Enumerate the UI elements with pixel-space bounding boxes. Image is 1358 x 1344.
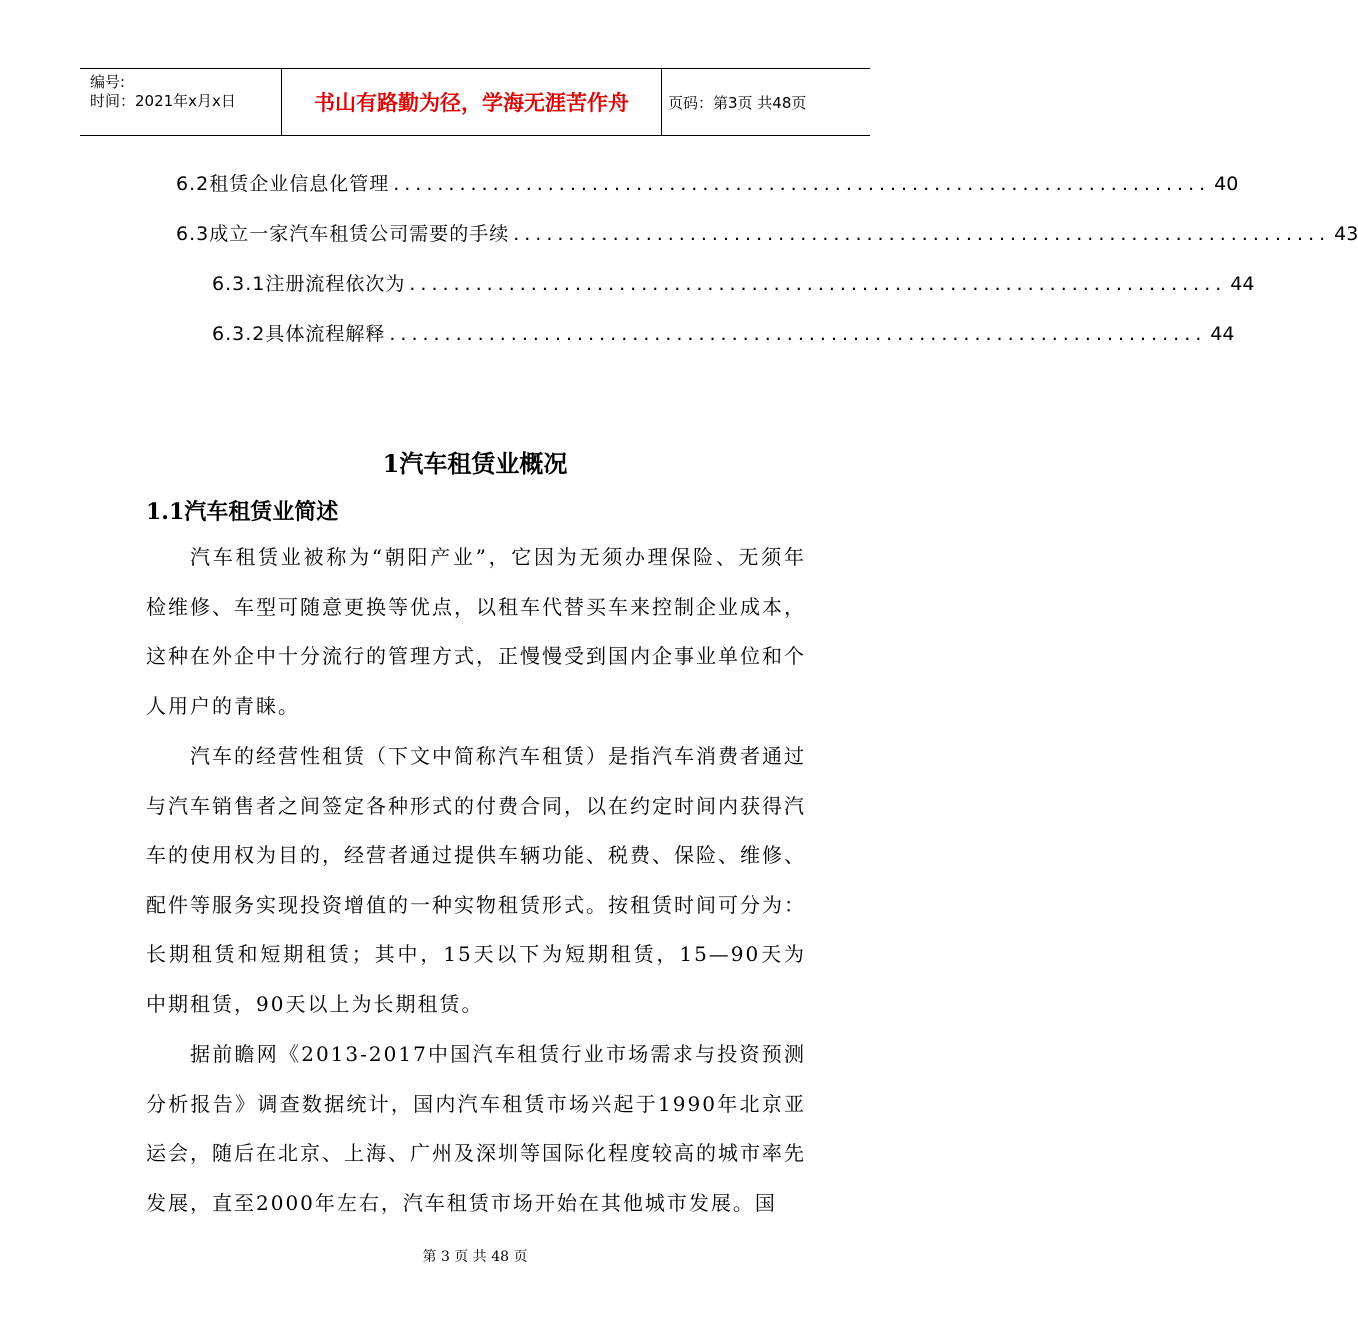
doc-number-label: 编号:	[90, 73, 126, 91]
header-page-info: 页码：第3页 共48页	[668, 93, 807, 112]
toc-entry-title: 6.3.2具体流程解释	[212, 323, 386, 345]
toc-entry-title: 6.3成立一家汽车租赁公司需要的手续	[176, 223, 510, 245]
chapter-heading: 1汽车租赁业概况	[382, 449, 568, 478]
toc-entry-page: 43	[1334, 223, 1358, 245]
header-meta	[80, 69, 282, 135]
body-paragraph: 据前瞻网《2013-2017中国汽车租赁行业市场需求与投资预测分析报告》调查数据统计，国内汽车租赁市场兴起于1990年北京亚运会，随后在北京、上海、广州及深圳等国际化程度较高的城市率先发展，直至2000年左右，汽车租赁市场开始在其他城市发展。国	[146, 1042, 806, 1215]
page-header	[80, 68, 870, 136]
toc-leader-dots: ..........................................................................	[393, 173, 1211, 195]
toc-entry[interactable]	[212, 319, 1235, 349]
toc-entry[interactable]	[176, 169, 1239, 199]
section-heading: 1.1汽车租赁业简述	[146, 499, 339, 525]
doc-time-label: 时间：2021年x月x日	[90, 92, 236, 110]
toc-entry-page: 44	[1210, 323, 1235, 345]
toc-leader-dots: ..........................................................................	[513, 223, 1331, 245]
toc-entry-title: 6.3.1注册流程依次为	[212, 273, 406, 295]
toc-entry-page: 44	[1230, 273, 1255, 295]
toc-entry-page: 40	[1214, 173, 1239, 195]
page-footer: 第 3 页 共 48 页	[422, 1249, 528, 1265]
header-motto: 书山有路勤为径，学海无涯苦作舟	[282, 69, 662, 135]
toc-entry-title: 6.2租赁企业信息化管理	[176, 173, 390, 195]
body-paragraph: 汽车的经营性租赁（下文中简称汽车租赁）是指汽车消费者通过与汽车销售者之间签定各种形式的付费合同，以在约定时间内获得汽车的使用权为目的，经营者通过提供车辆功能、税费、保险、维修、配件等服务实现投资增值的一种实物租赁形式。按租赁时间可分为：长期租赁和短期租赁；其中，15天以下为短期租赁，15—90天为中期租赁，90天以上为长期租赁。	[146, 744, 806, 1016]
toc-leader-dots: ..........................................................................	[409, 273, 1227, 295]
toc-entry[interactable]	[176, 219, 1358, 249]
body-paragraph: 汽车租赁业被称为“朝阳产业”，它因为无须办理保险、无须年检维修、车型可随意更换等优点，以租车代替买车来控制企业成本，这种在外企中十分流行的管理方式，正慢慢受到国内企事业单位和个人用户的青睐。	[146, 545, 806, 718]
toc-entry[interactable]	[212, 269, 1255, 299]
toc-leader-dots: ..........................................................................	[389, 323, 1207, 345]
